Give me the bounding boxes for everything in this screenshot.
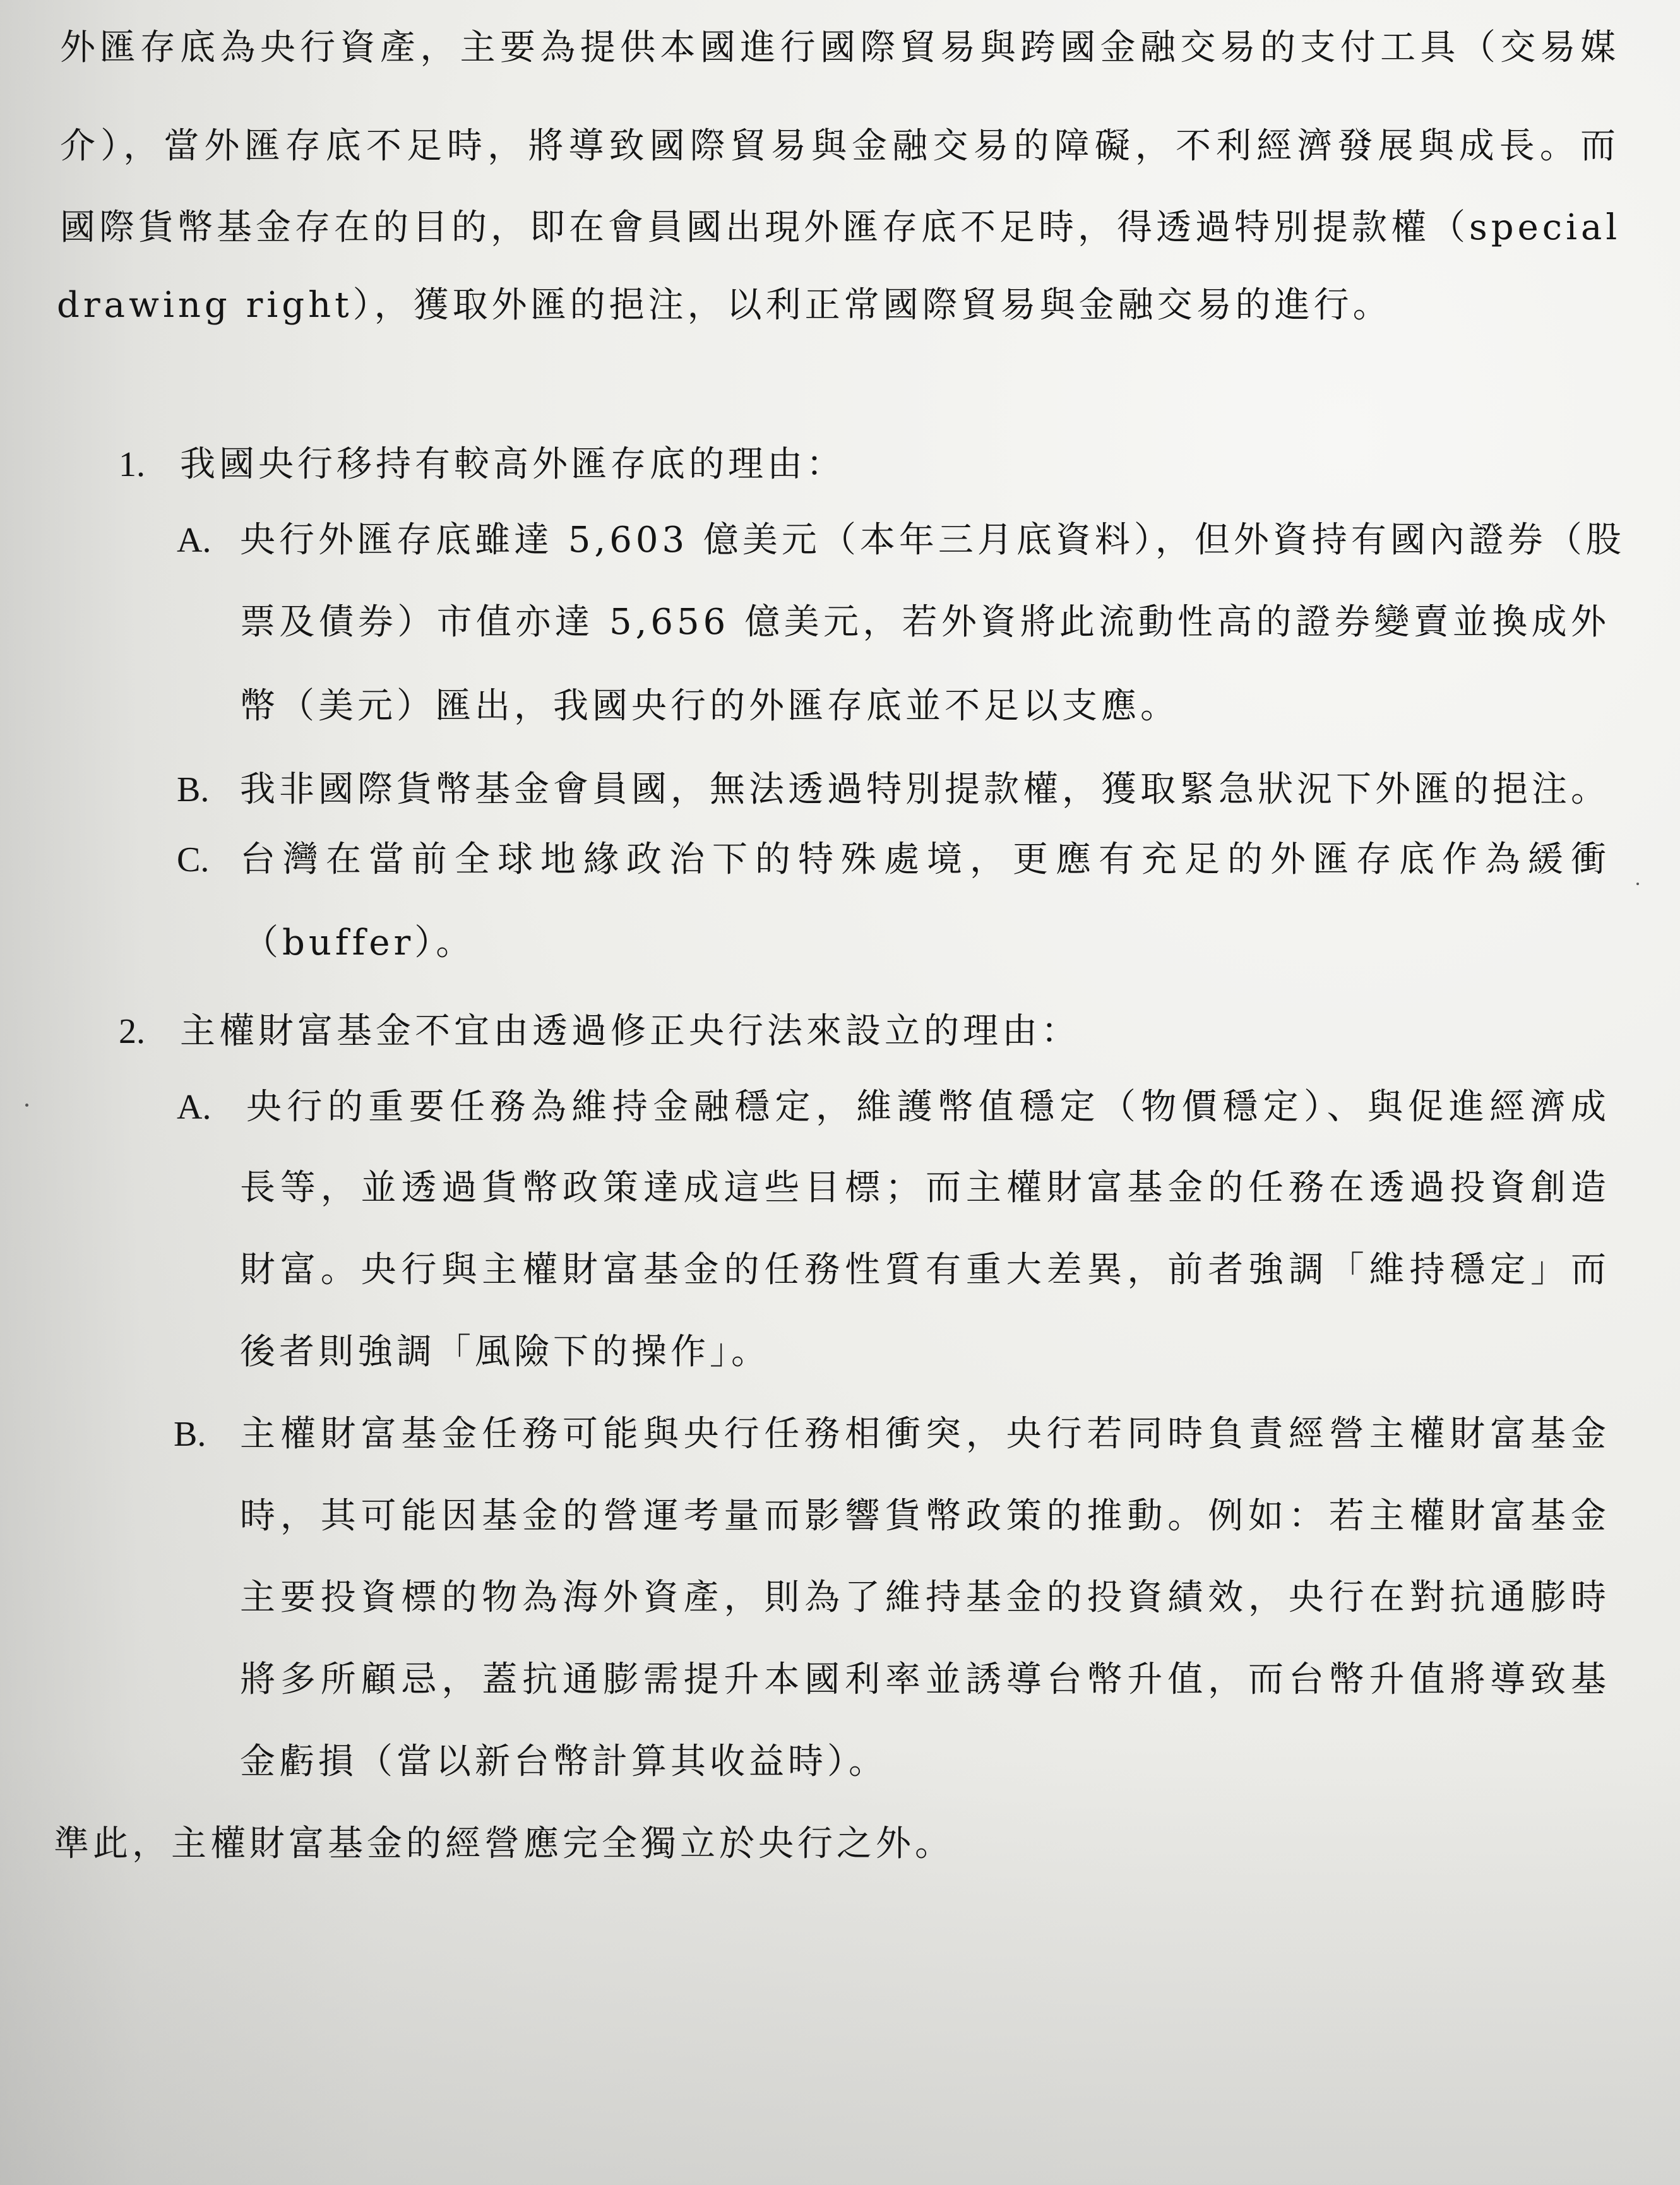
scan-speck (25, 1104, 28, 1107)
conclusion-line: 準此，主權財富基金的經營應完全獨立於央行之外。 (54, 1823, 954, 1864)
section1-item-b-line-1: 我非國際貨幣基金會員國，無法透過特別提款權，獲取緊急狀況下外匯的挹注。 (240, 769, 1610, 810)
section2-title: 主權財富基金不宜由透過修正央行法來設立的理由： (180, 1011, 1080, 1052)
intro-line-3: 國際貨幣基金存在的目的，即在會員國出現外匯存底不足時，得透過特別提款權（special (60, 207, 1621, 248)
section2-item-a-line-4: 後者則強調「風險下的操作」。 (240, 1331, 770, 1372)
section2-item-a-line-1: 央行的重要任務為維持金融穩定，維護幣值穩定（物價穩定）、與促進經濟成 (246, 1087, 1610, 1128)
section1-item-c-label: C. (177, 840, 210, 879)
section1-item-a-line-2: 票及債券）市值亦達 5,656 億美元，若外資將此流動性高的證券變賣並換成外 (240, 602, 1610, 643)
section2-item-a-line-3: 財富。央行與主權財富基金的任務性質有重大差異，前者強調「維持穩定」而 (240, 1249, 1610, 1290)
section2-item-a-label: A. (177, 1088, 211, 1127)
section2-item-b-line-4: 將多所顧忌，蓋抗通膨需提升本國利率並誘導台幣升值，而台幣升值將導致基 (240, 1659, 1610, 1700)
intro-line-2: 介），當外匯存底不足時，將導致國際貿易與金融交易的障礙，不利經濟發展與成長。而 (60, 126, 1619, 167)
section2-item-b-line-5: 金虧損（當以新台幣計算其收益時）。 (240, 1741, 888, 1782)
section1-item-a-label: A. (177, 521, 211, 560)
section1-number: 1. (119, 445, 145, 484)
section2-item-b-label: B. (174, 1415, 206, 1454)
section2-number: 2. (119, 1012, 145, 1051)
section2-item-b-line-2: 時，其可能因基金的營運考量而影響貨幣政策的推動。例如：若主權財富基金 (240, 1496, 1610, 1537)
intro-line-4: drawing right），獲取外匯的挹注，以利正常國際貿易與金融交易的進行。 (57, 285, 1392, 326)
section1-item-b-label: B. (177, 770, 210, 809)
scan-speck (1636, 883, 1639, 885)
section2-item-b-line-3: 主要投資標的物為海外資產，則為了維持基金的投資績效，央行在對抗通膨時 (240, 1577, 1610, 1618)
section1-item-c-line-1: 台灣在當前全球地緣政治下的特殊處境，更應有充足的外匯存底作為緩衝 (240, 839, 1610, 880)
section1-item-a-line-1: 央行外匯存底雖達 5,603 億美元（本年三月底資料），但外資持有國內證券（股 (240, 520, 1625, 561)
section1-item-c-line-2: （buffer）。 (243, 922, 475, 963)
intro-line-1: 外匯存底為央行資產，主要為提供本國進行國際貿易與跨國金融交易的支付工具（交易媒 (60, 27, 1619, 68)
section1-item-a-line-3: 幣（美元）匯出，我國央行的外匯存底並不足以支應。 (240, 686, 1179, 727)
section2-item-b-line-1: 主權財富基金任務可能與央行任務相衝突，央行若同時負責經營主權財富基金 (240, 1414, 1610, 1455)
section2-item-a-line-2: 長等，並透過貨幣政策達成這些目標；而主權財富基金的任務在透過投資創造 (240, 1167, 1610, 1208)
section1-title: 我國央行移持有較高外匯存底的理由： (180, 444, 845, 485)
